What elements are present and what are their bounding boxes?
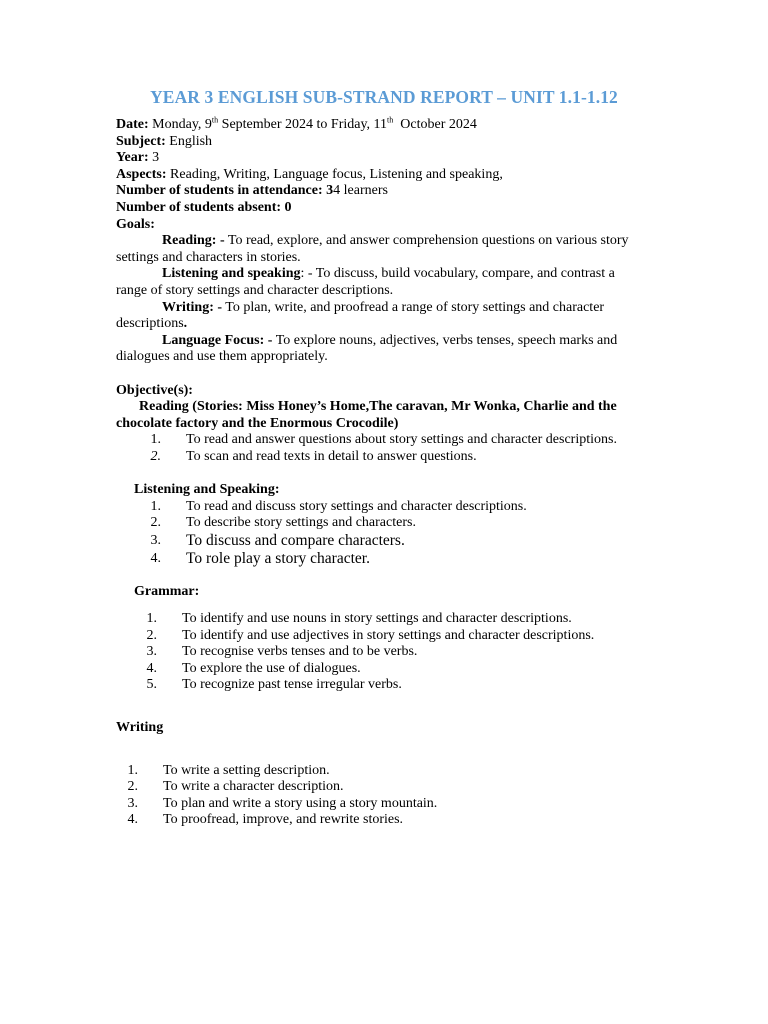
list-text: To write a setting description. — [163, 762, 330, 778]
absent-line: Number of students absent: 0 — [116, 199, 292, 215]
grammar-heading: Grammar: — [134, 584, 200, 600]
goal-writing-label: Writing: - — [162, 299, 223, 315]
report-body — [116, 117, 646, 829]
report-title: YEAR 3 ENGLISH SUB-STRAND REPORT – UNIT 1.1-1.12 — [150, 87, 618, 107]
list-text: To proofread, improve, and rewrite stories. — [163, 812, 404, 828]
date-mid: September 2024 to Friday, 11 — [218, 117, 388, 132]
writing-objectives-list — [116, 763, 646, 829]
goal-language — [116, 333, 646, 366]
date-label: Date: — [116, 117, 149, 132]
list-item — [116, 611, 646, 628]
goal-writing-text: To plan, write, and proofread a range of story settings and character descriptions — [116, 299, 605, 332]
list-number: 3. — [150, 532, 161, 548]
list-text: To recognize past tense irregular verbs. — [182, 677, 402, 693]
goal-reading-label: Reading: - — [162, 233, 225, 249]
list-item — [116, 499, 646, 516]
list-number: 2. — [150, 515, 161, 531]
goal-writing — [116, 300, 646, 333]
list-number: 1. — [150, 432, 161, 448]
goal-reading — [116, 233, 646, 266]
list-text: To recognise verbs tenses and to be verbs. — [182, 644, 418, 660]
goal-reading-text: To read, explore, and answer comprehension questions on various story settings and characters in stories. — [116, 233, 629, 265]
list-item — [116, 812, 646, 829]
list-number: 1. — [150, 498, 161, 514]
year-label: Year: — [116, 150, 149, 166]
list-item — [116, 677, 646, 694]
goal-listening-label: Listening and speaking — [162, 266, 301, 282]
year-line — [116, 150, 646, 167]
attendance-value: 4 learners — [333, 183, 388, 199]
goal-listening-text: : - To discuss, build vocabulary, compare, and contrast a range of story settings and character descriptions. — [116, 266, 615, 298]
list-text: To read and answer questions about story settings and character descriptions. — [186, 432, 617, 448]
list-number: 4. — [146, 660, 157, 676]
list-number: 4. — [150, 550, 161, 566]
goals-heading: Goals: — [116, 216, 155, 232]
list-item — [116, 550, 646, 568]
list-item — [116, 644, 646, 661]
list-text: To write a character description. — [163, 779, 344, 795]
list-text: To discuss and compare characters. — [186, 531, 405, 549]
attendance-line — [116, 183, 646, 200]
date-start: Monday, 9 — [148, 117, 212, 132]
subject-value: English — [165, 133, 213, 149]
goal-writing-tail: . — [183, 316, 188, 332]
date-end-sup: th — [387, 115, 394, 125]
list-number: 1. — [146, 611, 157, 627]
year-value: 3 — [148, 150, 160, 166]
list-text: To identify and use nouns in story settings and character descriptions. — [182, 611, 572, 627]
grammar-objectives-list — [116, 611, 646, 694]
reading-objectives-list — [116, 432, 646, 465]
aspects-value: Reading, Writing, Language focus, Listening and speaking, — [166, 166, 503, 182]
list-item — [116, 432, 646, 449]
list-item — [116, 661, 646, 678]
aspects-label: Aspects: — [116, 166, 167, 182]
subject-label: Subject: — [116, 133, 166, 149]
list-number: 2. — [146, 627, 157, 643]
date-start-sup: th — [211, 115, 219, 125]
list-item — [116, 532, 646, 550]
list-text: To identify and use adjectives in story settings and character descriptions. — [182, 627, 595, 643]
objectives-heading: Objective(s): — [116, 382, 193, 398]
goal-language-text: To explore nouns, adjectives, verbs tenses, speech marks and dialogues and use them appropriately. — [116, 332, 618, 365]
attendance-label: Number of students in attendance: 3 — [116, 183, 334, 199]
aspects-line — [116, 167, 646, 184]
list-number: 1. — [127, 762, 138, 778]
goal-language-label: Language Focus: - — [162, 332, 273, 348]
goal-listening — [116, 266, 646, 299]
list-number: 2. — [150, 448, 161, 464]
list-number: 4. — [127, 812, 138, 828]
list-item — [116, 779, 646, 796]
reading-heading-cont: chocolate factory and the Enormous Crocodile) — [116, 415, 399, 431]
list-number: 2. — [127, 779, 138, 795]
list-text: To scan and read texts in detail to answer questions. — [186, 448, 477, 464]
list-number: 3. — [146, 644, 157, 660]
list-item — [116, 796, 646, 813]
list-text: To plan and write a story using a story mountain. — [163, 795, 438, 811]
date-end: October 2024 — [393, 117, 477, 132]
list-item — [116, 449, 646, 466]
listening-objectives-list — [116, 499, 646, 568]
list-number: 3. — [127, 795, 138, 811]
list-number: 5. — [146, 677, 157, 693]
reading-heading: Reading (Stories: Miss Honey’s Home,The caravan, Mr Wonka, Charlie and the — [139, 399, 617, 415]
list-text: To describe story settings and characters. — [186, 515, 416, 531]
writing-heading: Writing — [116, 720, 164, 735]
list-item — [116, 628, 646, 645]
listening-heading: Listening and Speaking: — [134, 482, 280, 498]
list-item — [116, 515, 646, 532]
list-text: To read and discuss story settings and character descriptions. — [186, 498, 527, 514]
list-text: To role play a story character. — [186, 549, 370, 567]
list-text: To explore the use of dialogues. — [182, 660, 361, 676]
list-item — [116, 763, 646, 780]
subject-line — [116, 134, 646, 151]
date-line — [116, 117, 646, 134]
